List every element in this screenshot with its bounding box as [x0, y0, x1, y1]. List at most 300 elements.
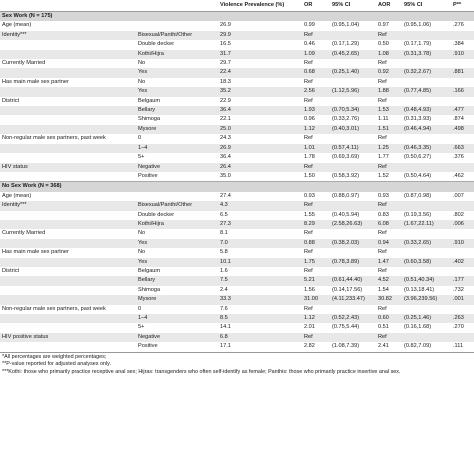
category-cell: 1–4	[136, 144, 218, 153]
or-cell: Ref	[304, 249, 313, 256]
p-value-cell	[451, 248, 474, 257]
or-cell: 1.12	[302, 125, 330, 134]
p-value-cell: .881	[451, 68, 474, 77]
footnote: ***Kothi: those who primarily practice receptive anal sex; Hijras: transgenders who often self-identify as female; Panthis: those who primarily practice insertive anal sex.	[2, 368, 401, 375]
ci-cell: (0.75,5.44)	[332, 324, 360, 331]
table-row	[0, 172, 474, 182]
p-value-cell: .007	[453, 192, 464, 199]
aor-cell: 30.82	[376, 295, 402, 304]
variable-cell: District	[2, 267, 20, 274]
table-row	[0, 239, 474, 248]
or-cell: Ref	[304, 305, 313, 312]
prevalence-cell: 26.4	[218, 163, 302, 172]
aci-cell: (0.50,4.64)	[404, 172, 432, 179]
aci-cell: (0.51,40.34)	[402, 276, 451, 285]
aor-cell: 1.54	[378, 286, 389, 293]
table-row	[0, 21, 474, 30]
variable-cell: Age (mean)	[2, 22, 32, 29]
aor-cell: Ref	[378, 97, 387, 104]
table-row	[0, 286, 474, 295]
table-row	[0, 87, 474, 96]
category-cell: Negative	[136, 163, 218, 172]
variable-cell: Identity***	[0, 31, 136, 40]
aor-cell: 6.08	[376, 220, 402, 229]
aci-cell: (0.16,1.68)	[404, 324, 432, 331]
aci-cell: (0.25,1.46)	[402, 314, 451, 323]
section-title: Sex Work (N = 175)	[0, 12, 474, 22]
aci-cell	[402, 163, 451, 172]
ci-cell: (0.45,2.65)	[330, 50, 376, 59]
table-row	[0, 31, 474, 40]
table-row	[0, 333, 474, 342]
category-cell: No	[138, 249, 146, 256]
aor-cell: 0.92	[376, 68, 402, 77]
table-row	[0, 192, 474, 201]
category-cell: Bellary	[136, 106, 218, 115]
header-cell-aor: AOR	[376, 0, 402, 12]
table-row	[0, 125, 474, 134]
category-cell: No	[138, 230, 146, 237]
p-value-cell: .384	[453, 41, 464, 48]
aci-cell	[402, 134, 451, 143]
variable-cell	[0, 342, 136, 351]
or-cell: Ref	[302, 31, 330, 40]
table-row	[0, 323, 474, 332]
prevalence-cell: 35.2	[218, 87, 302, 96]
prevalence-cell: 4.3	[218, 201, 302, 210]
category-cell: No	[138, 78, 146, 85]
table-body	[0, 12, 474, 352]
aci-cell: (0.46,4.94)	[402, 125, 451, 134]
aci-cell	[402, 333, 451, 342]
category-cell: Kothi/Hijra	[136, 220, 218, 229]
aci-cell: (0.87,0.98)	[404, 192, 432, 199]
variable-cell	[0, 220, 136, 229]
ci-cell: (0.78,3.89)	[330, 258, 376, 267]
or-cell: 1.55	[304, 211, 315, 218]
table-row	[0, 134, 474, 143]
category-cell: Bisexual/Panthi/Other	[136, 201, 218, 210]
or-cell: 8.29	[302, 220, 330, 229]
p-value-cell: .498	[451, 125, 474, 134]
aor-cell: Ref	[378, 230, 387, 237]
table-row	[0, 59, 474, 68]
category-cell: Bisexual/Panthi/Other	[136, 31, 218, 40]
table-row	[0, 97, 474, 106]
variable-cell	[0, 40, 136, 49]
aor-cell: 4.52	[376, 276, 402, 285]
ci-cell	[330, 31, 376, 40]
prevalence-cell: 26.9	[220, 22, 231, 29]
p-value-cell: .276	[453, 22, 464, 29]
p-value-cell: .910	[451, 50, 474, 59]
variable-cell	[0, 50, 136, 59]
table-row	[0, 229, 474, 238]
p-value-cell: .270	[453, 324, 464, 331]
prevalence-cell: 6.5	[220, 211, 228, 218]
ci-cell: (0.52,2.43)	[330, 314, 376, 323]
prevalence-cell: 17.1	[220, 343, 231, 350]
variable-cell	[0, 286, 136, 295]
ci-cell	[330, 248, 376, 257]
category-cell: Negative	[136, 333, 218, 342]
table-row	[0, 153, 474, 162]
aor-cell: 0.83	[378, 211, 389, 218]
section-title: No Sex Work (N = 368)	[0, 182, 474, 192]
category-cell: 0	[138, 305, 142, 312]
aci-cell: (0.31,3.93)	[404, 116, 432, 123]
aor-cell: Ref	[378, 78, 387, 85]
variable-cell: Has main male sex partner	[2, 249, 69, 256]
aci-cell	[402, 59, 451, 68]
header-cell-prevalence: Violence Prevalence (%)	[218, 0, 302, 12]
or-cell: 2.56	[302, 87, 330, 96]
p-value-cell	[451, 59, 474, 68]
prevalence-cell: 31.7	[218, 50, 302, 59]
or-cell: 0.93	[304, 192, 315, 199]
aci-cell: (0.48,4.93)	[402, 106, 451, 115]
aor-cell: 1.51	[376, 125, 402, 134]
or-cell: Ref	[302, 201, 330, 210]
prevalence-cell: 29.9	[218, 31, 302, 40]
aci-cell: (3.96,239.56)	[402, 295, 451, 304]
variable-cell	[0, 258, 136, 267]
aci-cell: (0.95,1.06)	[404, 22, 432, 29]
p-value-cell: .263	[451, 314, 474, 323]
variable-cell: Non-regular male sex partners, past week	[2, 305, 106, 312]
p-value-cell: .802	[453, 211, 464, 218]
ci-cell	[330, 59, 376, 68]
table-row	[0, 115, 474, 124]
category-cell: Bellary	[136, 276, 218, 285]
prevalence-cell: 7.6	[220, 305, 228, 312]
aci-cell	[402, 267, 451, 276]
or-cell: Ref	[304, 267, 313, 274]
variable-cell: Identity***	[0, 201, 136, 210]
aor-cell: 0.60	[376, 314, 402, 323]
variable-cell	[0, 276, 136, 285]
p-value-cell: .166	[451, 87, 474, 96]
prevalence-cell: 1.6	[220, 267, 228, 274]
or-cell: 1.09	[302, 50, 330, 59]
p-value-cell: .177	[451, 276, 474, 285]
ci-cell	[330, 163, 376, 172]
aor-cell: Ref	[376, 31, 402, 40]
aci-cell: (0.31,3.78)	[402, 50, 451, 59]
prevalence-cell: 22.1	[220, 116, 231, 123]
aor-cell: 0.94	[376, 239, 402, 248]
variable-cell	[0, 153, 136, 162]
prevalence-cell: 8.1	[220, 230, 228, 237]
variable-cell	[0, 115, 136, 124]
p-value-cell: .006	[451, 220, 474, 229]
or-cell: Ref	[302, 163, 330, 172]
or-cell: 5.21	[302, 276, 330, 285]
aci-cell: (0.33,2.65)	[402, 239, 451, 248]
p-value-cell: .874	[453, 116, 464, 123]
variable-cell	[0, 295, 136, 304]
prevalence-cell: 5.8	[220, 249, 228, 256]
or-cell: 1.12	[302, 314, 330, 323]
prevalence-cell: 7.5	[218, 276, 302, 285]
or-cell: 1.56	[304, 286, 315, 293]
header-cell-variable	[0, 0, 136, 12]
aor-cell: Ref	[376, 201, 402, 210]
prevalence-cell: 10.1	[218, 258, 302, 267]
or-cell: 2.01	[304, 324, 315, 331]
or-cell: Ref	[304, 97, 313, 104]
variable-cell: District	[2, 97, 20, 104]
table-row	[0, 258, 474, 267]
table-row	[0, 295, 474, 304]
aor-cell: Ref	[376, 333, 402, 342]
aor-cell: Ref	[378, 135, 387, 142]
p-value-cell	[451, 163, 474, 172]
p-value-cell	[451, 305, 474, 314]
prevalence-cell: 33.3	[218, 295, 302, 304]
category-cell: Belgaum	[138, 267, 161, 274]
header-cell-category	[136, 0, 218, 12]
p-value-cell: .402	[451, 258, 474, 267]
ci-cell	[330, 229, 376, 238]
aor-cell: Ref	[378, 249, 387, 256]
p-value-cell: .732	[453, 286, 464, 293]
p-value-cell	[451, 201, 474, 210]
ci-cell: (1.12,5.96)	[330, 87, 376, 96]
aci-cell	[402, 31, 451, 40]
footnote: **P-value reported for adjusted analyses only.	[2, 361, 111, 368]
prevalence-cell: 36.4	[218, 106, 302, 115]
ci-cell	[330, 201, 376, 210]
aci-cell	[402, 305, 451, 314]
prevalence-cell: 7.0	[218, 239, 302, 248]
p-value-cell: .111	[453, 343, 464, 350]
ci-cell: (0.40,5.94)	[332, 211, 360, 218]
prevalence-cell: 35.0	[220, 172, 231, 179]
footnote: *All percentages are weighted percentages;	[2, 353, 107, 360]
ci-cell	[330, 78, 376, 87]
or-cell: Ref	[304, 230, 313, 237]
or-cell: 1.01	[302, 144, 330, 153]
category-cell: Shimoga	[138, 116, 161, 123]
ci-cell: (0.70,5.34)	[330, 106, 376, 115]
category-cell: Yes	[136, 68, 218, 77]
table-row	[0, 144, 474, 153]
aor-cell: 0.97	[378, 22, 389, 29]
category-cell: 5+	[138, 324, 145, 331]
ci-cell: (4.11,233.47)	[330, 295, 376, 304]
aci-cell	[402, 201, 451, 210]
aor-cell: Ref	[378, 267, 387, 274]
table-row	[0, 248, 474, 257]
aci-cell: (1.67,22.11)	[402, 220, 451, 229]
or-cell: 1.50	[304, 172, 315, 179]
variable-cell: Age (mean)	[2, 192, 32, 199]
table-row	[0, 220, 474, 229]
or-cell: 0.68	[302, 68, 330, 77]
category-cell: Yes	[136, 87, 218, 96]
category-cell: Yes	[136, 239, 218, 248]
aci-cell: (0.46,3.35)	[402, 144, 451, 153]
prevalence-cell: 26.9	[218, 144, 302, 153]
aor-cell: 0.50	[378, 41, 389, 48]
table-row	[0, 342, 474, 351]
category-cell: Positive	[138, 172, 158, 179]
aor-cell: Ref	[378, 60, 387, 67]
or-cell: Ref	[302, 333, 330, 342]
table-footnotes	[0, 352, 474, 377]
ci-cell: (0.14,17.56)	[332, 286, 363, 293]
p-value-cell	[451, 78, 474, 87]
variable-cell	[0, 68, 136, 77]
table-row	[0, 305, 474, 314]
aci-cell: (0.50,6.27)	[404, 154, 432, 161]
aci-cell	[402, 97, 451, 106]
ci-cell: (0.17,1.29)	[332, 41, 360, 48]
section-header-row	[0, 182, 474, 192]
aor-cell: Ref	[378, 305, 387, 312]
category-cell: 0	[138, 135, 142, 142]
prevalence-cell: 22.9	[220, 97, 231, 104]
category-cell: Positive	[138, 343, 158, 350]
p-value-cell	[451, 97, 474, 106]
table-row	[0, 276, 474, 285]
table-row	[0, 106, 474, 115]
aci-cell	[402, 78, 451, 87]
aor-cell: 1.08	[376, 50, 402, 59]
or-cell: 1.78	[304, 154, 315, 161]
category-cell: No	[138, 60, 146, 67]
ci-cell	[330, 305, 376, 314]
variable-cell	[0, 211, 136, 220]
prevalence-cell: 18.3	[220, 78, 231, 85]
category-cell: Belgaum	[138, 97, 161, 104]
ci-cell: (0.95,1.04)	[332, 22, 360, 29]
variable-cell: Currently Married	[2, 230, 46, 237]
aor-cell: 1.25	[376, 144, 402, 153]
or-cell: 31.00	[302, 295, 330, 304]
aci-cell: (0.77,4.85)	[402, 87, 451, 96]
p-value-cell	[451, 333, 474, 342]
p-value-cell	[451, 229, 474, 238]
ci-cell	[330, 134, 376, 143]
prevalence-cell: 6.8	[218, 333, 302, 342]
category-cell: Double decker	[138, 211, 175, 218]
p-value-cell: .001	[451, 295, 474, 304]
variable-cell: Non-regular male sex partners, past week	[2, 135, 106, 142]
ci-cell	[330, 97, 376, 106]
aor-cell: 1.77	[378, 154, 389, 161]
variable-cell	[0, 87, 136, 96]
category-cell: 1–4	[136, 314, 218, 323]
or-cell: 0.88	[302, 239, 330, 248]
p-value-cell	[451, 31, 474, 40]
aci-cell: (0.60,3.58)	[402, 258, 451, 267]
variable-cell	[0, 106, 136, 115]
category-cell	[136, 21, 218, 30]
ci-cell	[330, 267, 376, 276]
prevalence-cell: 2.4	[220, 286, 228, 293]
variable-cell	[0, 314, 136, 323]
variable-cell	[0, 125, 136, 134]
prevalence-cell: 27.3	[218, 220, 302, 229]
table-row	[0, 68, 474, 77]
or-cell: Ref	[304, 78, 313, 85]
aor-cell: 1.52	[378, 172, 389, 179]
or-cell: 0.46	[304, 41, 315, 48]
category-cell: 5+	[138, 154, 145, 161]
prevalence-cell: 22.4	[218, 68, 302, 77]
or-cell: 2.82	[304, 343, 315, 350]
p-value-cell: .462	[453, 172, 464, 179]
variable-cell	[0, 172, 136, 182]
aor-cell: 1.11	[378, 116, 389, 123]
aci-cell: (0.82,7.09)	[404, 343, 432, 350]
table-row	[0, 50, 474, 59]
aor-cell: Ref	[376, 163, 402, 172]
category-cell	[136, 192, 218, 201]
aor-cell: 1.53	[376, 106, 402, 115]
p-value-cell: .910	[451, 239, 474, 248]
or-cell: 1.75	[302, 258, 330, 267]
prevalence-cell: 14.1	[220, 324, 231, 331]
ci-cell: (2.58,26.63)	[330, 220, 376, 229]
ci-cell: (0.40,3.01)	[330, 125, 376, 134]
table-row	[0, 314, 474, 323]
table-row	[0, 201, 474, 210]
table-row	[0, 267, 474, 276]
prevalence-cell: 25.0	[218, 125, 302, 134]
aci-cell: (0.32,2.67)	[402, 68, 451, 77]
table-row	[0, 78, 474, 87]
category-cell: Yes	[136, 258, 218, 267]
ci-cell: (0.69,3.69)	[332, 154, 360, 161]
ci-cell: (0.58,3.92)	[332, 172, 360, 179]
ci-cell: (0.61,44.40)	[330, 276, 376, 285]
prevalence-cell: 36.4	[220, 154, 231, 161]
aor-cell: 2.41	[378, 343, 389, 350]
ci-cell: (0.25,1.40)	[330, 68, 376, 77]
prevalence-cell: 16.5	[220, 41, 231, 48]
prevalence-cell: 8.5	[218, 314, 302, 323]
header-cell-p: P**	[451, 0, 474, 12]
variable-cell	[0, 144, 136, 153]
variable-cell	[0, 323, 136, 332]
aci-cell: (0.19,3.56)	[404, 211, 432, 218]
header-cell-aci: 95% CI	[402, 0, 451, 12]
prevalence-cell: 29.7	[220, 60, 231, 67]
category-cell: Double decker	[138, 41, 175, 48]
section-header-row	[0, 12, 474, 22]
or-cell: 0.96	[304, 116, 315, 123]
table-row	[0, 40, 474, 49]
aci-cell: (0.13,18.41)	[404, 286, 435, 293]
p-value-cell: .477	[451, 106, 474, 115]
ci-cell: (0.57,4.11)	[330, 144, 376, 153]
or-cell: Ref	[304, 60, 313, 67]
aci-cell	[402, 229, 451, 238]
or-cell: 0.99	[304, 22, 315, 29]
ci-cell: (0.88,0.97)	[332, 192, 360, 199]
table-header-row	[0, 0, 474, 12]
p-value-cell	[451, 267, 474, 276]
variable-cell	[0, 239, 136, 248]
prevalence-cell: 24.3	[220, 135, 231, 142]
aci-cell	[402, 248, 451, 257]
ci-cell: (1.08,7.39)	[332, 343, 360, 350]
aci-cell: (0.17,1.79)	[404, 41, 432, 48]
p-value-cell: .376	[453, 154, 464, 161]
